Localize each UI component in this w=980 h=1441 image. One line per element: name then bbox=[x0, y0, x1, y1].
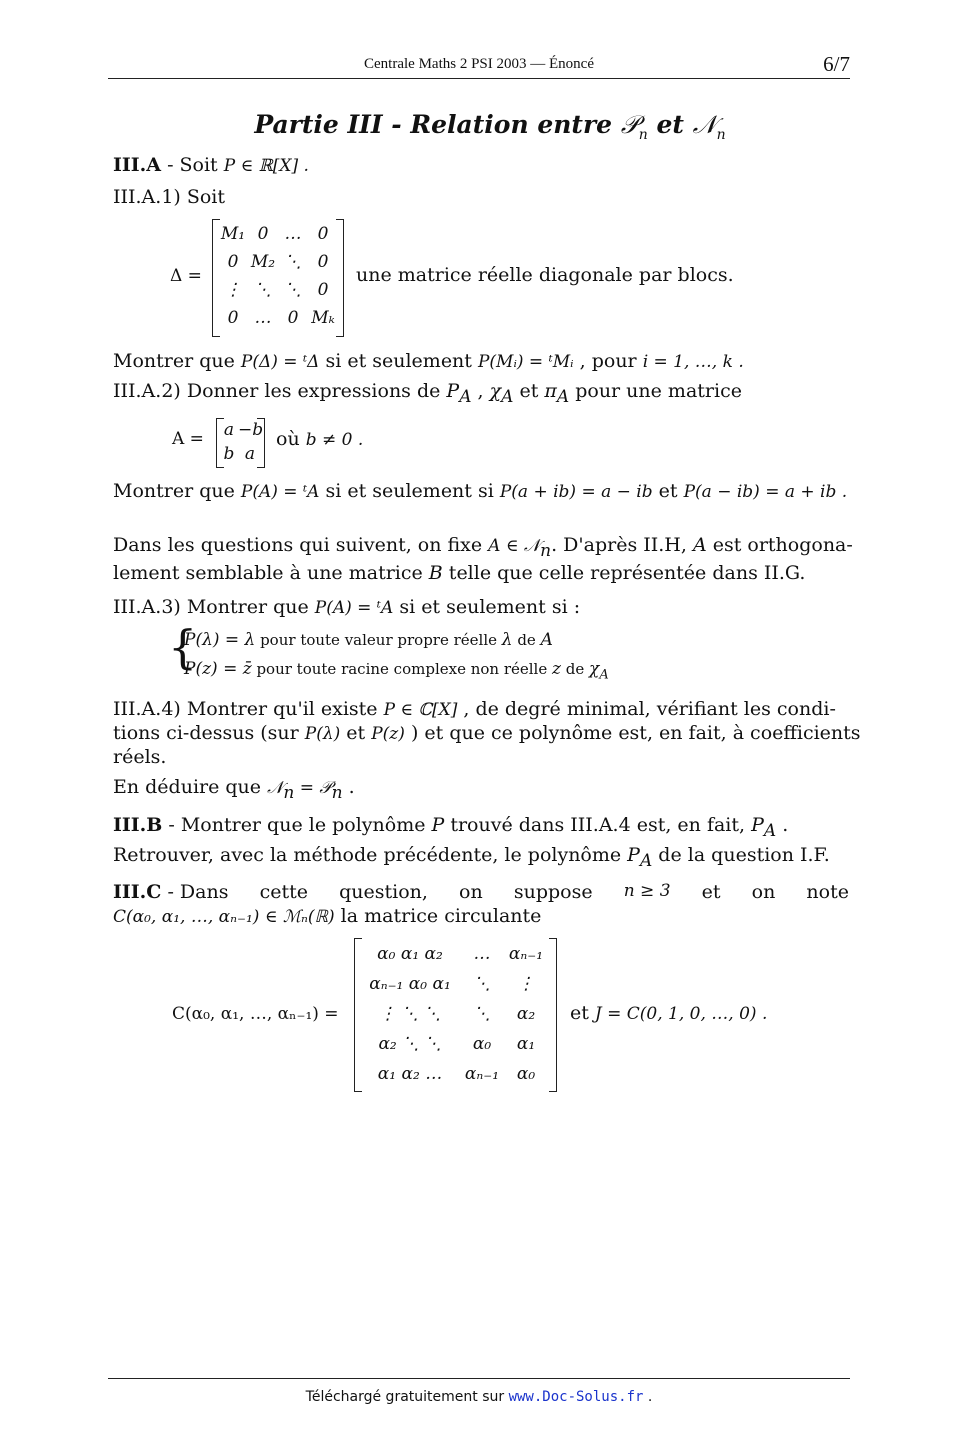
para-fix-line1 bbox=[113, 534, 853, 561]
math: J = C(0, 1, 0, …, 0) . bbox=[594, 1004, 768, 1024]
math: P(z) bbox=[371, 724, 405, 744]
matrixC-cell: ⋱ bbox=[473, 1004, 491, 1024]
text: si et seulement si bbox=[319, 480, 500, 502]
math: P(λ) bbox=[304, 724, 341, 744]
math: z bbox=[552, 659, 561, 679]
label-IIIB: III.B bbox=[113, 814, 163, 836]
sub: A bbox=[556, 386, 570, 407]
footer-link[interactable]: www.Doc-Solus.fr bbox=[508, 1389, 644, 1405]
matrixC-cell: α₂ bbox=[516, 1004, 536, 1024]
delta-matrix-cell: M₁ bbox=[220, 224, 246, 244]
text: et bbox=[570, 1002, 595, 1024]
text: , bbox=[471, 380, 490, 402]
matrixC-cell: αₙ₋₁ α₀ α₁ bbox=[369, 974, 451, 994]
math: P bbox=[446, 380, 460, 402]
delta-matrix-cell: 0 bbox=[257, 224, 269, 244]
sub: n bbox=[540, 540, 552, 561]
math: C(α₀, α₁, …, αₙ₋₁) ∈ ℳₙ(ℝ) bbox=[113, 907, 335, 927]
matrixA-cell: −b bbox=[238, 420, 264, 440]
sub: A bbox=[599, 667, 609, 683]
system-row1 bbox=[184, 630, 553, 650]
section-title bbox=[0, 110, 980, 143]
matrixC-cell: α₀ bbox=[516, 1064, 536, 1084]
question-IIIA4-line1 bbox=[113, 698, 836, 720]
math: A bbox=[692, 534, 707, 556]
math: P bbox=[627, 844, 640, 866]
math: A bbox=[540, 630, 553, 650]
label-IIIC: III.C bbox=[113, 881, 162, 903]
word: - Dans bbox=[161, 881, 229, 903]
delta-matrix-cell: … bbox=[284, 224, 302, 244]
math: B bbox=[428, 562, 443, 584]
text: tions ci-dessus (sur bbox=[113, 722, 305, 744]
system-brace: { bbox=[168, 620, 198, 674]
question-IIIA4-line2 bbox=[113, 722, 861, 744]
page-header bbox=[108, 52, 850, 79]
question-IIIA1-label: III.A.1) Soit bbox=[113, 186, 226, 208]
question-IIIB-line2 bbox=[113, 844, 830, 871]
text: lement semblable à une matrice bbox=[113, 562, 429, 584]
question-IIIA4-line4 bbox=[113, 776, 355, 803]
word: on bbox=[751, 881, 776, 903]
matrixA-cell: b bbox=[223, 444, 235, 464]
matrixC-cell: α₀ bbox=[472, 1034, 492, 1054]
page-number: 6/7 bbox=[823, 52, 850, 76]
delta-matrix-cell: 0 bbox=[227, 308, 239, 328]
line-show-p-a bbox=[113, 480, 847, 502]
label-IIIA: III.A bbox=[113, 154, 162, 176]
word: note bbox=[806, 881, 849, 903]
math: χ bbox=[589, 659, 600, 679]
math: π bbox=[544, 380, 557, 402]
delta-matrix-cell: 0 bbox=[287, 308, 299, 328]
matrixC-cell: α₂ ⋱ ⋱ bbox=[378, 1034, 442, 1054]
delta-matrix-cell: 0 bbox=[227, 252, 239, 272]
question-IIIC-line1 bbox=[113, 881, 849, 903]
math: P bbox=[431, 814, 445, 836]
IIIA-text: - Soit bbox=[161, 154, 224, 176]
matrixC-cell: … bbox=[473, 944, 491, 964]
math: λ bbox=[501, 630, 513, 650]
para-fix-line2 bbox=[113, 562, 805, 584]
text: pour une matrice bbox=[569, 380, 742, 402]
matrixC-cell: ⋮ ⋱ ⋱ bbox=[379, 1004, 441, 1024]
text: Montrer que bbox=[113, 480, 241, 502]
matrixA-rhs bbox=[276, 428, 363, 450]
title-sub: n bbox=[638, 127, 648, 143]
text: si et seulement si : bbox=[393, 596, 581, 618]
sub: n bbox=[283, 782, 295, 803]
text: Montrer que bbox=[113, 350, 241, 372]
matrixA-cell: a bbox=[223, 420, 235, 440]
question-IIIA3 bbox=[113, 596, 580, 618]
text: où bbox=[276, 428, 306, 450]
math: P(λ) = λ bbox=[184, 630, 256, 650]
text: - Montrer que le polynôme bbox=[162, 814, 432, 836]
word: et bbox=[701, 881, 721, 903]
matrixC-cell: α₀ α₁ α₂ bbox=[377, 944, 443, 964]
sub: A bbox=[763, 820, 777, 841]
question-IIIC-line2 bbox=[113, 905, 541, 927]
delta-lhs: Δ = bbox=[170, 266, 202, 286]
word: question, bbox=[339, 881, 428, 903]
question-IIIB-line1 bbox=[113, 814, 788, 841]
delta-matrix-cell: ⋮ bbox=[224, 280, 242, 300]
text: . bbox=[776, 814, 789, 836]
math: P(A) = ᵗA bbox=[314, 598, 394, 618]
matrixC-cell: α₁ α₂ … bbox=[377, 1064, 443, 1084]
text: si et seulement bbox=[319, 350, 478, 372]
title-p: 𝒫 bbox=[620, 110, 639, 139]
text: . D'après II.H, bbox=[551, 534, 693, 556]
delta-matrix-cell: ⋱ bbox=[284, 280, 302, 300]
text: de bbox=[560, 660, 589, 678]
question-IIIA2 bbox=[113, 380, 742, 407]
matrixA-cell: a bbox=[244, 444, 256, 464]
system-row2 bbox=[184, 659, 609, 682]
text: III.A.4) Montrer qu'il existe bbox=[113, 698, 384, 720]
matrixC-lhs: C(α₀, α₁, …, αₙ₋₁) = bbox=[172, 1004, 339, 1024]
header-title: Centrale Maths 2 PSI 2003 — Énoncé bbox=[364, 56, 594, 72]
title-sub2: n bbox=[716, 127, 726, 143]
math: P bbox=[751, 814, 764, 836]
sub: A bbox=[501, 386, 514, 407]
text: . bbox=[342, 776, 355, 798]
matrixC-cell: αₙ₋₁ bbox=[464, 1064, 500, 1084]
title-n: 𝒩 bbox=[692, 110, 717, 139]
matrixC-cell: ⋮ bbox=[517, 974, 535, 994]
word: on bbox=[459, 881, 483, 903]
text: pour toute racine complexe non réelle bbox=[251, 660, 553, 678]
sub: A bbox=[459, 386, 472, 407]
text: Dans les questions qui suivent, on fixe bbox=[113, 534, 489, 556]
text: Retrouver, avec la méthode précédente, le polynôme bbox=[113, 844, 628, 866]
sub: A bbox=[639, 850, 653, 871]
text: , pour bbox=[573, 350, 643, 372]
matrixC-bracket-right bbox=[549, 938, 557, 1092]
IIIA-math: P ∈ ℝ[X] . bbox=[223, 156, 309, 176]
math: n ≥ 3 bbox=[623, 881, 671, 901]
footer-text: Téléchargé gratuitement sur bbox=[305, 1389, 509, 1405]
delta-matrix-cell: 0 bbox=[317, 224, 329, 244]
matrixC-cell: ⋱ bbox=[473, 974, 491, 994]
text: , de degré minimal, vérifiant les condi- bbox=[457, 698, 836, 720]
delta-matrix-cell: M₂ bbox=[250, 252, 276, 272]
matrixA-lhs: A = bbox=[172, 429, 204, 449]
question-IIIA4-line3: réels. bbox=[113, 746, 167, 768]
math: P(a − ib) = a + ib . bbox=[683, 482, 848, 502]
title-mid: et bbox=[647, 110, 693, 139]
delta-matrix-cell: 0 bbox=[317, 252, 329, 272]
text: trouvé dans III.A.4 est, en fait, bbox=[444, 814, 752, 836]
text: pour toute valeur propre réelle bbox=[255, 631, 502, 649]
text: et bbox=[652, 480, 684, 502]
line-show-p-delta bbox=[113, 350, 744, 372]
text: En déduire que bbox=[113, 776, 268, 798]
delta-matrix-cell: ⋱ bbox=[284, 252, 302, 272]
math: 𝒩 bbox=[267, 778, 284, 798]
sub: n bbox=[331, 782, 343, 803]
word: suppose bbox=[513, 881, 593, 903]
text: de la question I.F. bbox=[652, 844, 830, 866]
math: P(Δ) = ᵗΔ bbox=[240, 352, 320, 372]
text: III.A.3) Montrer que bbox=[113, 596, 315, 618]
math: P(z) = z̄ bbox=[184, 659, 252, 679]
math: P(A) = ᵗA bbox=[240, 482, 320, 502]
math: P ∈ ℂ[X] bbox=[383, 700, 458, 720]
text: III.A.2) Donner les expressions de bbox=[113, 380, 447, 402]
matrixC-rhs bbox=[570, 1002, 767, 1024]
delta-desc: une matrice réelle diagonale par blocs. bbox=[356, 264, 734, 286]
text: et bbox=[513, 380, 545, 402]
math: = 𝒫 bbox=[294, 778, 332, 798]
page-footer bbox=[108, 1378, 850, 1405]
math: P(Mᵢ) = ᵗMᵢ bbox=[477, 352, 574, 372]
text: et bbox=[340, 722, 372, 744]
math: A ∈ 𝒩 bbox=[488, 536, 541, 556]
text: de bbox=[512, 631, 541, 649]
question-IIIA bbox=[113, 154, 309, 176]
math: P(a + ib) = a − ib bbox=[499, 482, 653, 502]
text: ) et que ce polynôme est, en fait, à coefficients bbox=[404, 722, 861, 744]
footer-end: . bbox=[643, 1389, 653, 1405]
title-prefix: Partie III - Relation entre bbox=[254, 110, 621, 139]
text: telle que celle représentée dans II.G. bbox=[442, 562, 806, 584]
delta-matrix-cell: Mₖ bbox=[311, 308, 335, 328]
matrixC-cell: αₙ₋₁ bbox=[508, 944, 544, 964]
math: b ≠ 0 . bbox=[305, 430, 364, 450]
math: χ bbox=[489, 380, 502, 402]
word: cette bbox=[259, 881, 308, 903]
text: est orthogona- bbox=[706, 534, 853, 556]
delta-matrix-cell: 0 bbox=[317, 280, 329, 300]
delta-matrix-cell: ⋱ bbox=[254, 280, 272, 300]
math: i = 1, …, k . bbox=[642, 352, 744, 372]
delta-matrix-cell: … bbox=[254, 308, 272, 328]
matrixC-cell: α₁ bbox=[516, 1034, 536, 1054]
IIIC-first bbox=[113, 881, 228, 903]
text: la matrice circulante bbox=[334, 905, 542, 927]
